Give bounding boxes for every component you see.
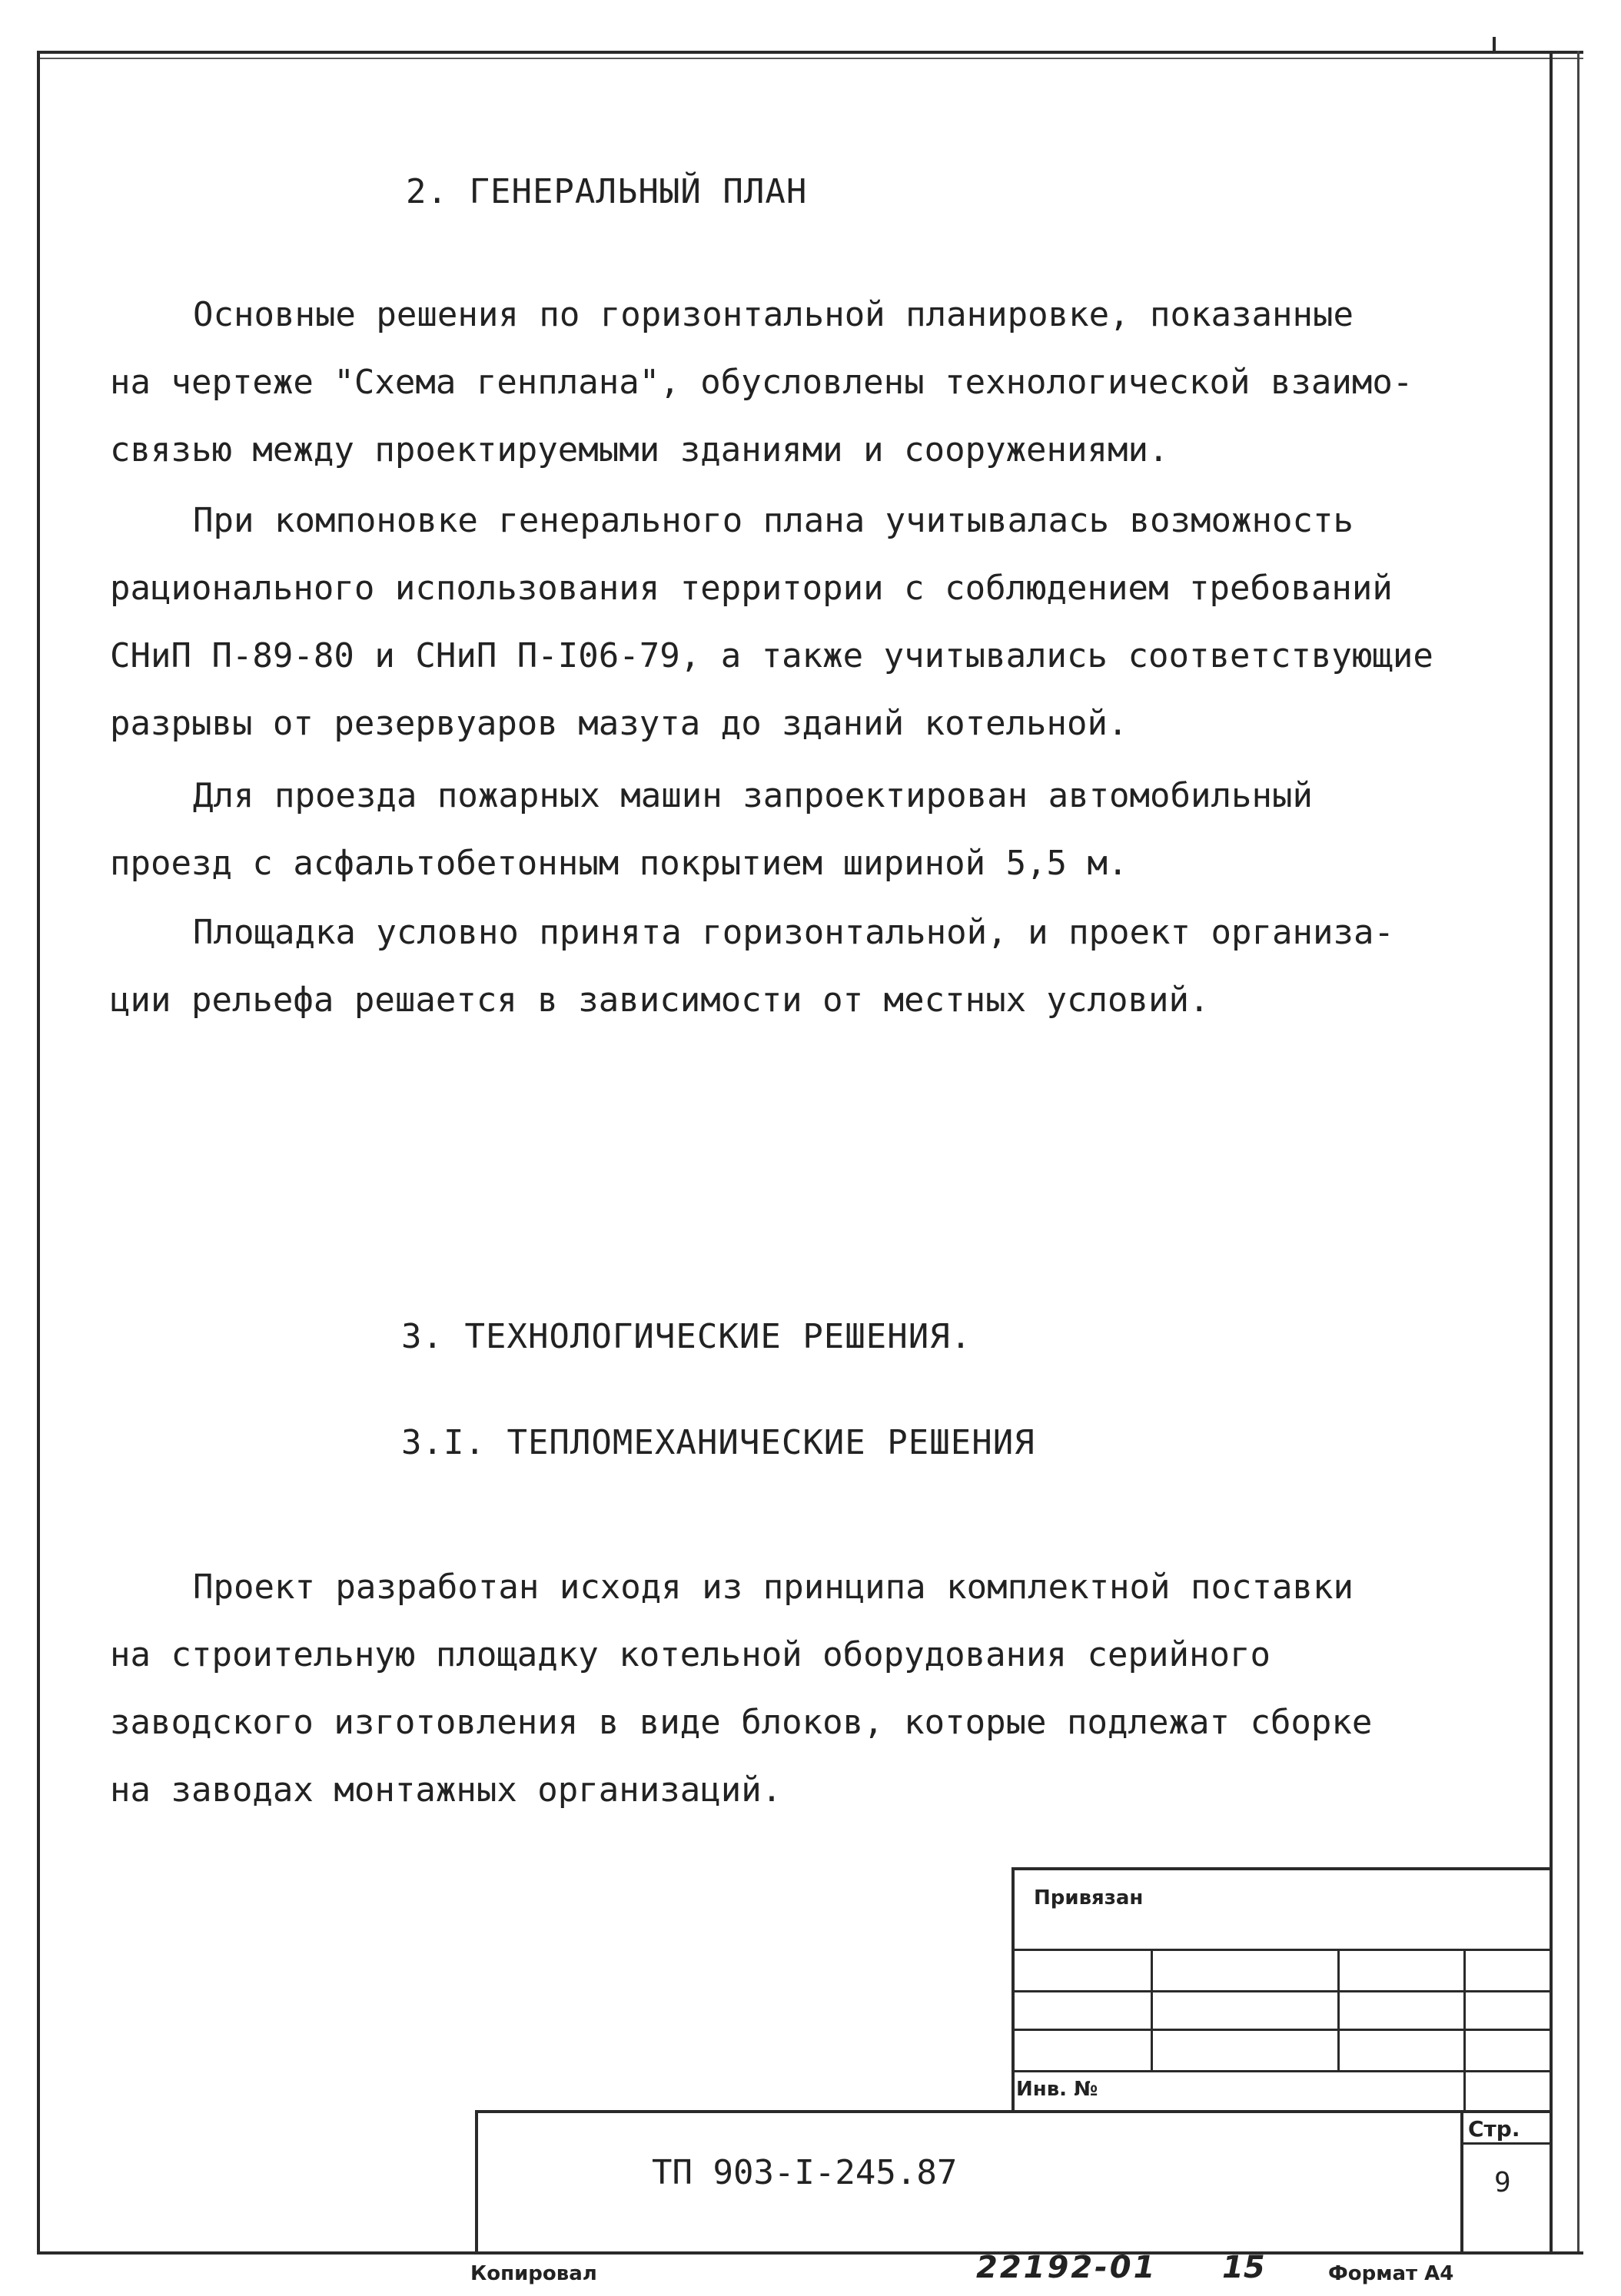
text-line: связью между проектируемыми зданиями и сооружениями.: [110, 430, 1169, 469]
section-2-paragraph-4: [110, 899, 1532, 1034]
sheet-number: 15: [1222, 2250, 1265, 2285]
designation-left-line: [475, 2110, 478, 2253]
section-2-paragraph-2: [110, 487, 1532, 758]
frame-bottom-border: [37, 2251, 1583, 2255]
stamp-top-line: [1011, 1867, 1550, 1870]
text-line: заводского изготовления в виде блоков, которые подлежат сборке: [110, 1703, 1373, 1742]
stamp-col-line: [1151, 1949, 1153, 2070]
stamp-col-line: [1463, 1949, 1466, 2110]
inv-no-label: Инв. №: [1016, 2078, 1098, 2101]
page-number: 9: [1494, 2167, 1511, 2198]
privyazan-label: Привязан: [1034, 1886, 1144, 1909]
section-3-heading: 3. ТЕХНОЛОГИЧЕСКИЕ РЕШЕНИЯ.: [401, 1317, 972, 1356]
frame-top-border: [37, 51, 1583, 54]
frame-right-border: [1550, 51, 1553, 2255]
frame-top-inner-border: [37, 58, 1583, 59]
text-line: Площадка условно принята горизонтальной, и проект организа-: [193, 913, 1394, 952]
page-label-line: [1460, 2142, 1550, 2145]
section-2-heading: 2. ГЕНЕРАЛЬНЫЙ ПЛАН: [406, 172, 808, 211]
archive-number: 22192-01: [976, 2250, 1158, 2285]
text-line: При компоновке генерального плана учитывалась возможность: [193, 501, 1354, 540]
format-label: Формат А4: [1328, 2262, 1454, 2285]
designation-top-line: [475, 2110, 1550, 2113]
copied-label: Копировал: [470, 2262, 597, 2285]
designation-page-divider: [1460, 2110, 1463, 2253]
stamp-col-line: [1337, 1949, 1340, 2070]
section-2-paragraph-3: [110, 762, 1532, 897]
text-line: разрывы от резервуаров мазута до зданий котельной.: [110, 704, 1128, 743]
text-line: проезд с асфальтобетонным покрытием шириной 5,5 м.: [110, 844, 1128, 883]
section-2-paragraph-1: [110, 281, 1532, 484]
text-line: ции рельефа решается в зависимости от местных условий.: [110, 980, 1210, 1020]
stamp-row-line: [1011, 1949, 1550, 1951]
stamp-left-line: [1011, 1867, 1015, 2110]
section-3-paragraph-1: [110, 1554, 1532, 1824]
stamp-row-line: [1011, 2029, 1550, 2031]
document-code: ТП 903-I-245.87: [652, 2153, 958, 2192]
frame-right-outer-border: [1577, 51, 1579, 2255]
section-3-1-subheading: 3.I. ТЕПЛОМЕХАНИЧЕСКИЕ РЕШЕНИЯ: [401, 1423, 1035, 1462]
text-line: на заводах монтажных организаций.: [110, 1770, 782, 1810]
text-line: рационального использования территории с соблюдением требований: [110, 569, 1393, 608]
text-line: на строительную площадку котельной оборудования серийного: [110, 1635, 1271, 1674]
stamp-row-line: [1011, 1990, 1550, 1992]
text-line: Для проезда пожарных машин запроектирован автомобильный: [193, 776, 1313, 815]
text-line: Проект разработан исходя из принципа комплектной поставки: [193, 1568, 1354, 1607]
text-line: на чертеже "Схема генплана", обусловлены технологической взаимо-: [110, 363, 1413, 402]
text-line: Основные решения по горизонтальной планировке, показанные: [193, 295, 1354, 334]
frame-corner-tick: [1493, 37, 1496, 54]
frame-left-border: [37, 51, 40, 2255]
stamp-row-line: [1011, 2070, 1550, 2072]
page-label: Стр.: [1468, 2116, 1520, 2142]
text-line: СНиП П-89-80 и СНиП П-I06-79, а также учитывались соответствующие: [110, 636, 1433, 675]
